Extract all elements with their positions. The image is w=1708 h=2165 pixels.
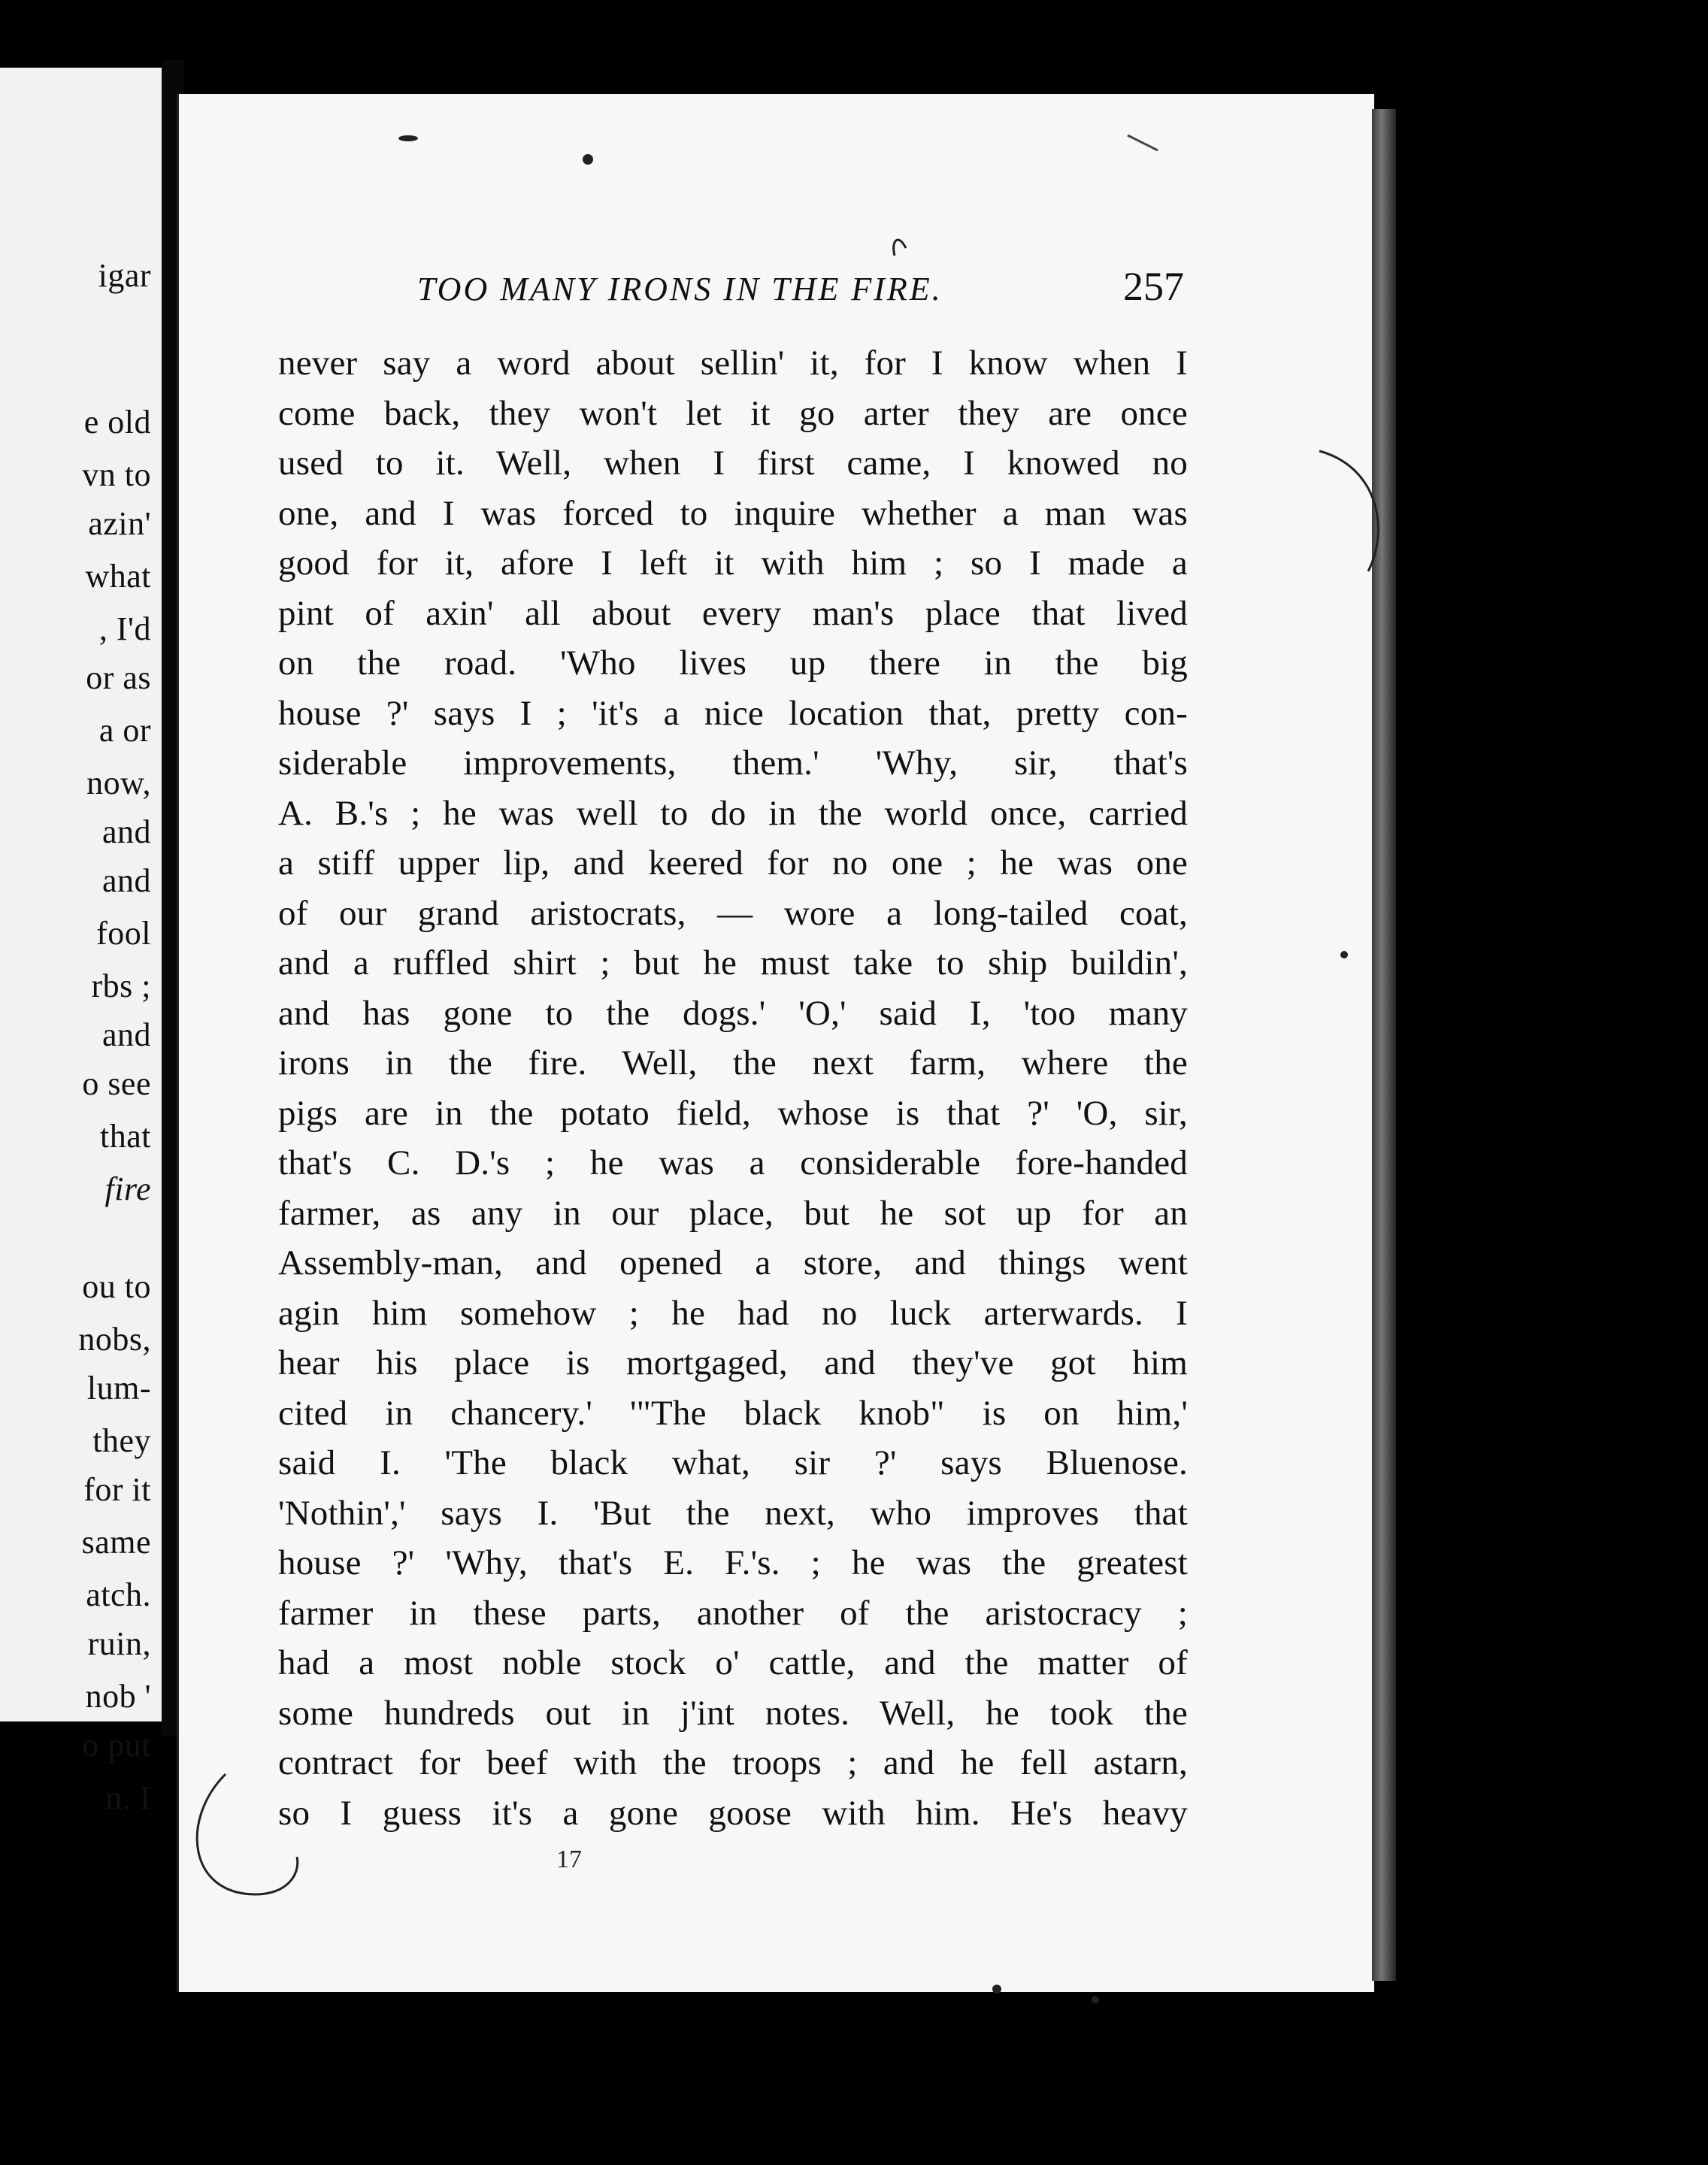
text-line: never say a word about sellin' it, for I know when I <box>278 344 1188 383</box>
text-line: and has gone to the dogs.' 'O,' said I, 'too many <box>278 993 1188 1033</box>
text-line: pigs are in the potato field, whose is that ?' 'O, sir, <box>278 1093 1188 1133</box>
signature-mark: 17 <box>556 1846 582 1873</box>
text-line: some hundreds out in j'int notes. Well, he took the <box>278 1693 1188 1733</box>
text-line: cited in chancery.' '"The black knob" is on him,' <box>278 1393 1188 1433</box>
text-line: house ?' 'Why, that's E. F.'s. ; he was the greatest <box>278 1543 1188 1582</box>
left-page-fragment: nob ' <box>85 1678 151 1715</box>
left-page-fragment: o put <box>82 1727 151 1764</box>
text-line: come back, they won't let it go arter they are once <box>278 393 1188 433</box>
text-line: used to it. Well, when I first came, I knowed no <box>278 444 1188 483</box>
text-line: siderable improvements, them.' 'Why, sir, that's <box>278 743 1188 783</box>
text-line: so I guess it's a gone goose with him. He's heavy <box>278 1793 1188 1833</box>
left-page-fragment: and <box>101 1016 151 1053</box>
left-page-fragment: they <box>92 1422 151 1459</box>
text-line: 'Nothin',' says I. 'But the next, who improves that <box>278 1493 1188 1533</box>
left-page-fragment: nobs, <box>78 1321 151 1358</box>
left-page-fragment: ou to <box>82 1268 151 1305</box>
left-page-fragment: ruin, <box>87 1625 151 1662</box>
left-page-fragment: that <box>100 1118 151 1155</box>
left-page-fragment: fire <box>104 1170 151 1207</box>
left-page-fragment: vn to <box>82 456 151 493</box>
left-page-fragment: now, <box>86 765 151 801</box>
text-line: contract for beef with the troops ; and he fell astarn, <box>278 1743 1188 1782</box>
text-line: of our grand aristocrats, — wore a long-tailed coat, <box>278 893 1188 933</box>
left-page-fragment: or as <box>86 659 151 696</box>
speck <box>398 135 418 141</box>
text-line: agin him somehow ; he had no luck arterwards. I <box>278 1293 1188 1333</box>
running-head-title: TOO MANY IRONS IN THE FIRE. <box>417 271 943 307</box>
left-page-fragment: rbs ; <box>91 967 151 1004</box>
left-page-fragment: and <box>101 862 151 899</box>
speck <box>1340 951 1348 958</box>
text-line: farmer in these parts, another of the aristocracy ; <box>278 1593 1188 1633</box>
text-line: pint of axin' all about every man's place that lived <box>278 593 1188 633</box>
left-page-fragment: what <box>85 558 151 595</box>
left-page-fragment: igar <box>98 257 151 294</box>
text-line: a stiff upper lip, and keered for no one ; he was one <box>278 843 1188 883</box>
left-page-fragment: n. I <box>105 1779 151 1816</box>
left-page <box>0 68 162 1816</box>
left-page-fragment: fool <box>96 915 151 952</box>
running-head <box>417 263 1184 316</box>
text-line: had a most noble stock o' cattle, and the matter of <box>278 1643 1188 1682</box>
left-page-fragment: and <box>101 813 151 850</box>
left-page-fragment: same <box>81 1524 151 1561</box>
left-page-fragment: a or <box>98 712 151 749</box>
text-line: Assembly-man, and opened a store, and things went <box>278 1243 1188 1282</box>
left-page-fragment: e old <box>83 404 151 441</box>
text-line: farmer, as any in our place, but he sot up for an <box>278 1193 1188 1233</box>
speck <box>583 154 593 165</box>
text-line: house ?' says I ; 'it's a nice location that, pretty con- <box>278 693 1188 733</box>
text-line: A. B.'s ; he was well to do in the world once, carried <box>278 793 1188 833</box>
text-line: hear his place is mortgaged, and they've got him <box>278 1343 1188 1382</box>
left-page-fragment: o see <box>82 1065 151 1102</box>
text-line: on the road. 'Who lives up there in the big <box>278 643 1188 683</box>
text-line: irons in the fire. Well, the next farm, where the <box>278 1043 1188 1082</box>
left-page-fragment: lum- <box>86 1370 151 1406</box>
text-line: and a ruffled shirt ; but he must take to ship buildin', <box>278 943 1188 983</box>
text-line: one, and I was forced to inquire whether a man was <box>278 493 1188 533</box>
text-line: said I. 'The black what, sir ?' says Bluenose. <box>278 1443 1188 1482</box>
text-line: good for it, afore I left it with him ; so I made a <box>278 544 1188 583</box>
speck <box>1092 1996 1099 2003</box>
left-page-fragment: for it <box>83 1471 151 1508</box>
left-page-fragment: azin' <box>88 505 151 542</box>
page-edge <box>1372 109 1396 1981</box>
left-page-fragment: atch. <box>86 1576 151 1613</box>
speck <box>992 1985 1001 1994</box>
page-number: 257 <box>1123 264 1184 309</box>
body-text <box>278 338 1188 1838</box>
left-page-fragment: , I'd <box>98 610 151 647</box>
text-line: that's C. D.'s ; he was a considerable fore-handed <box>278 1143 1188 1182</box>
